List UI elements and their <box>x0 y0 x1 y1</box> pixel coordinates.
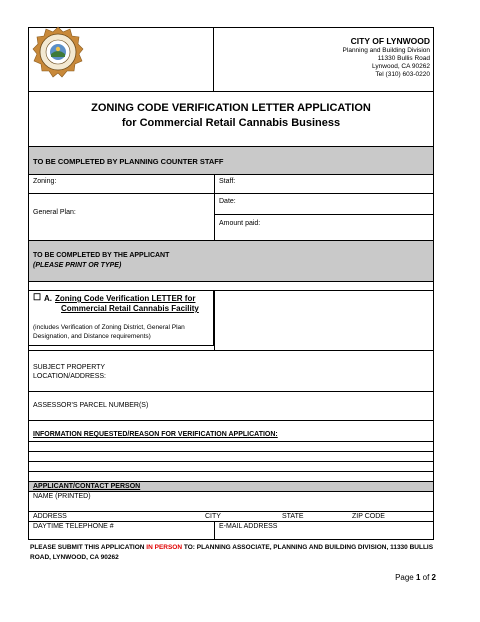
option-a-title-2: Commercial Retail Cannabis Facility <box>61 304 199 313</box>
subject-property-box <box>28 351 434 392</box>
info-label: INFORMATION REQUESTED/REASON FOR VERIFICATION APPLICATION: <box>33 431 278 438</box>
division-name: Planning and Building Division <box>342 47 430 54</box>
amount-paid-field[interactable]: Amount paid: <box>219 220 261 227</box>
info-line-1[interactable] <box>28 441 434 442</box>
option-a-divider <box>214 291 215 350</box>
page-word: Page <box>395 573 416 582</box>
general-plan-field[interactable]: General Plan: <box>33 209 76 216</box>
city-state-zip: Lynwood, CA 90262 <box>372 63 430 70</box>
submit-text-a: PLEASE SUBMIT THIS APPLICATION <box>30 544 147 551</box>
title-line-1: ZONING CODE VERIFICATION LETTER APPLICATION <box>91 102 371 114</box>
staff-section-heading: TO BE COMPLETED BY PLANNING COUNTER STAFF <box>33 157 224 166</box>
option-a-title-1: Zoning Code Verification LETTER for <box>55 294 196 303</box>
info-line-3[interactable] <box>28 461 434 462</box>
title-line-2: for Commercial Retail Cannabis Business <box>121 117 341 129</box>
submit-instructions <box>30 543 440 563</box>
submit-text-b: TO: PLANNING ASSOCIATE, PLANNING AND BUILDING DIVISION, 11330 BULLIS <box>182 544 434 551</box>
date-field[interactable]: Date: <box>219 198 236 205</box>
contact-line-1 <box>28 511 434 512</box>
zip-field[interactable]: ZIP CODE <box>352 513 385 520</box>
name-field[interactable]: NAME (PRINTED) <box>33 493 91 500</box>
phone-field[interactable]: DAYTIME TELEPHONE # <box>33 523 114 530</box>
contact-heading: APPLICANT/CONTACT PERSON <box>33 483 141 490</box>
info-line-2[interactable] <box>28 451 434 452</box>
apn-label[interactable]: ASSESSOR'S PARCEL NUMBER(S) <box>33 402 149 409</box>
subject-property-label-1: SUBJECT PROPERTY <box>33 364 106 371</box>
spacer-row <box>28 282 434 291</box>
submit-text-in-person: IN PERSON <box>146 544 183 551</box>
option-a-letter: A. <box>44 294 52 303</box>
city-seal-icon <box>32 26 84 78</box>
staff-row-line-right-2 <box>214 214 434 215</box>
staff-grid-divider <box>214 175 215 241</box>
submit-text-c: ROAD, LYNWOOD, CA 90262 <box>30 554 119 561</box>
page-current: 1 <box>415 573 421 582</box>
info-line-4[interactable] <box>28 471 434 472</box>
address-field[interactable]: ADDRESS <box>33 513 67 520</box>
zoning-field[interactable]: Zoning: <box>33 178 57 185</box>
staff-row-line-right-1 <box>214 193 434 194</box>
page-title <box>28 101 434 131</box>
city-field[interactable]: CITY <box>205 513 221 520</box>
state-field[interactable]: STATE <box>282 513 304 520</box>
option-a-desc-1: (includes Verification of Zoning District, General Plan <box>33 324 185 331</box>
street-address: 11330 Bullis Road <box>377 55 430 62</box>
option-a-checkbox[interactable]: ☐ <box>33 292 42 302</box>
contact-line-2 <box>28 521 434 522</box>
staff-row-line <box>28 193 214 194</box>
page-total: 2 <box>431 573 436 582</box>
page-of: of <box>420 573 432 582</box>
city-address-block <box>216 36 430 79</box>
email-field[interactable]: E-MAIL ADDRESS <box>219 523 278 530</box>
city-name: CITY OF LYNWOOD <box>350 36 430 46</box>
applicant-heading: TO BE COMPLETED BY THE APPLICANT <box>33 252 170 259</box>
contact-divider <box>214 521 215 540</box>
telephone: Tel (310) 603-0220 <box>375 71 430 78</box>
staff-field[interactable]: Staff: <box>219 178 236 185</box>
option-a-desc-2: Designation, and Distance requirements) <box>33 333 151 340</box>
applicant-subheading: (PLEASE PRINT OR TYPE) <box>33 262 122 269</box>
page-number <box>380 573 436 582</box>
subject-property-label-2[interactable]: LOCATION/ADDRESS: <box>33 373 106 380</box>
header-divider <box>213 27 214 92</box>
